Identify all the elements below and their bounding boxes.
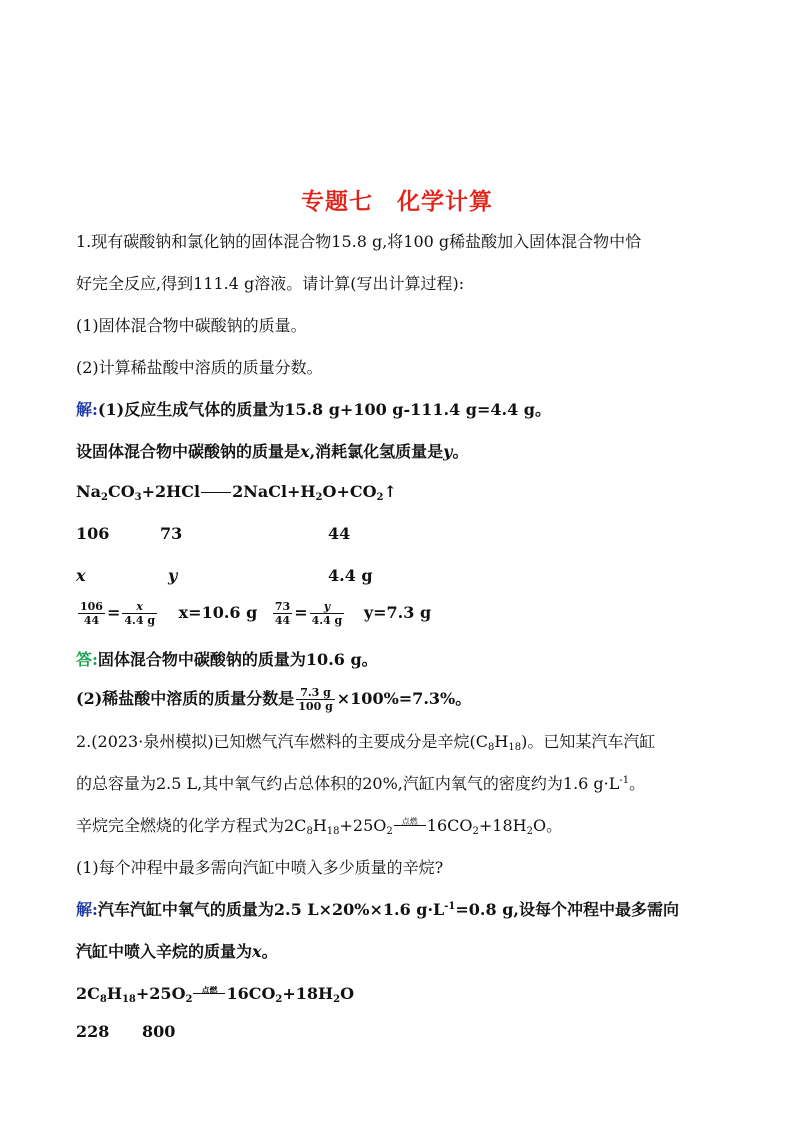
ratio-value: 800 [142, 1022, 176, 1041]
equals-sign: = [106, 603, 121, 622]
gas-arrow: ↑ [383, 482, 397, 501]
q2-subquestion-1: (1)每个冲程中最多需向汽缸中喷入多少质量的辛烷? [76, 858, 444, 877]
page-title: 专题七 化学计算 [301, 189, 493, 215]
stem-text: +18H [478, 816, 527, 835]
q2-solution-line-2 [76, 942, 278, 962]
eq-part: 16CO [226, 984, 276, 1003]
q2-stem-line-3 [76, 816, 562, 836]
fraction-denominator: 44 [274, 614, 291, 627]
subscript: 18 [326, 826, 340, 837]
q1-part2-line [76, 684, 471, 714]
stem-text: 辛烷完全燃烧的化学方程式为2C [76, 816, 307, 835]
variable-value: y [168, 566, 178, 585]
subscript: 18 [508, 742, 522, 753]
superscript: -1 [619, 775, 630, 786]
q1-chemical-equation [76, 482, 397, 502]
q2-stem-line-1 [76, 732, 655, 752]
eq-sub: 8 [99, 994, 107, 1005]
solution-text: ,消耗氯化氢质量是 [309, 442, 444, 461]
q1-subquestion-2: (2)计算稀盐酸中溶质的质量分数。 [76, 358, 323, 377]
fraction-denominator: 100 g [298, 700, 333, 713]
equals-sign: = [294, 603, 308, 622]
eq-part: CO [107, 482, 135, 501]
reaction-condition [192, 984, 226, 1004]
stem-text: 。 [629, 774, 646, 793]
fraction [122, 600, 157, 627]
fraction-numerator: 73 [274, 600, 291, 613]
q2-solution-line-1 [76, 900, 679, 920]
variable-value: x [76, 566, 86, 585]
stem-text: H [494, 732, 509, 751]
superscript: -1 [444, 901, 456, 912]
result-x: x=10.6 g [178, 603, 258, 622]
solution-text: (1)反应生成气体的质量为15.8 g+100 g-111.4 g=4.4 g。 [97, 400, 551, 419]
result-y: y=7.3 g [363, 603, 432, 622]
fraction-numerator: 106 [80, 600, 103, 613]
eq-sub: 2 [185, 994, 193, 1005]
stem-text: O。 [532, 816, 563, 835]
condition-text: 点燃 [201, 985, 218, 995]
stem-text: )。已知某汽车汽缸 [521, 732, 656, 751]
fraction-denominator: 4.4 g [124, 614, 156, 627]
q2-stem-line-2 [76, 774, 645, 794]
eq-part: Na [76, 482, 101, 501]
q1-solution-line-1 [76, 400, 551, 420]
solution-text: 。 [261, 942, 278, 961]
subscript: 8 [306, 826, 313, 837]
eq-part: O+CO [322, 482, 377, 501]
ratio-value: 73 [160, 524, 183, 543]
eq-part: +18H [282, 984, 334, 1003]
variable-x: x [252, 942, 262, 961]
fraction [273, 600, 292, 627]
solution-text: =0.8 g,设每个冲程中最多需向 [455, 900, 679, 919]
variable-value: 4.4 g [328, 566, 373, 585]
fraction-denominator: 44 [83, 614, 100, 627]
q1-subquestion-1: (1)固体混合物中碳酸钠的质量。 [76, 316, 307, 335]
condition-text: 点燃 [401, 817, 418, 826]
q2-chemical-equation [76, 984, 354, 1004]
eq-sub: 2 [376, 492, 384, 503]
eq-sub: 2 [101, 492, 108, 503]
stem-text: H [312, 816, 327, 835]
equals-line [201, 492, 231, 493]
eq-part: 2C [76, 984, 100, 1003]
subscript: 2 [472, 826, 479, 837]
stem-text: 的总容量为2.5 L,其中氧气约占总体积的20%,汽缸内氧气的密度约为1.6 g·L [76, 774, 620, 793]
fraction-numerator: 7.3 g [296, 686, 334, 700]
eq-sub: 2 [315, 492, 323, 503]
condition-line [193, 993, 225, 994]
ratio-value: 106 [76, 524, 110, 543]
part2-text: ×100%=7.3%。 [336, 689, 472, 708]
fraction [296, 686, 334, 713]
eq-sub: 2 [275, 994, 283, 1005]
eq-sub: 3 [134, 492, 142, 503]
fraction [78, 600, 105, 627]
ratio-value: 44 [328, 524, 351, 543]
eq-part: O [340, 984, 355, 1003]
answer-label: 答: [76, 650, 98, 669]
condition-line [394, 825, 426, 826]
eq-part: 2NaCl+H [232, 482, 316, 501]
eq-part: +2HCl [141, 482, 201, 501]
solution-text: 汽车汽缸中氧气的质量为2.5 L×20%×1.6 g·L [97, 900, 445, 919]
stem-text: 2.(2023·泉州模拟)已知燃气汽车燃料的主要成分是辛烷(C [76, 732, 489, 751]
solution-label: 解: [76, 400, 98, 419]
reaction-condition [393, 816, 427, 836]
fraction-numerator: x [122, 600, 157, 614]
subscript: 8 [488, 742, 495, 753]
solution-text: 汽缸中喷入辛烷的质量为 [76, 942, 253, 961]
solution-label: 解: [76, 900, 98, 919]
variable-y: y [443, 442, 453, 461]
q1-answer-line [76, 650, 378, 670]
eq-part: H [106, 984, 122, 1003]
fraction [310, 600, 345, 627]
q1-solution-line-2 [76, 442, 468, 462]
q1-stem-line-1: 1.现有碳酸钠和氯化钠的固体混合物15.8 g,将100 g稀盐酸加入固体混合物中恰 [76, 232, 642, 251]
ratio-value: 228 [76, 1022, 110, 1041]
variable-x: x [300, 442, 310, 461]
fraction-numerator: y [310, 600, 345, 614]
q1-stem-line-2: 好完全反应,得到111.4 g溶液。请计算(写出计算过程): [76, 274, 465, 293]
solution-text: 设固体混合物中碳酸钠的质量是 [76, 442, 301, 461]
part2-text: (2)稀盐酸中溶质的质量分数是 [76, 689, 295, 708]
eq-sub: 18 [121, 994, 136, 1005]
solution-text: 。 [452, 442, 469, 461]
eq-sub: 2 [333, 994, 341, 1005]
q1-proportion-row [76, 598, 431, 628]
fraction-denominator: 4.4 g [311, 614, 343, 627]
stem-text: 16CO [426, 816, 473, 835]
stem-text: +25O [339, 816, 387, 835]
eq-part: +25O [135, 984, 186, 1003]
answer-text: 固体混合物中碳酸钠的质量为10.6 g。 [97, 650, 378, 669]
subscript: 2 [526, 826, 533, 837]
subscript: 2 [386, 826, 393, 837]
